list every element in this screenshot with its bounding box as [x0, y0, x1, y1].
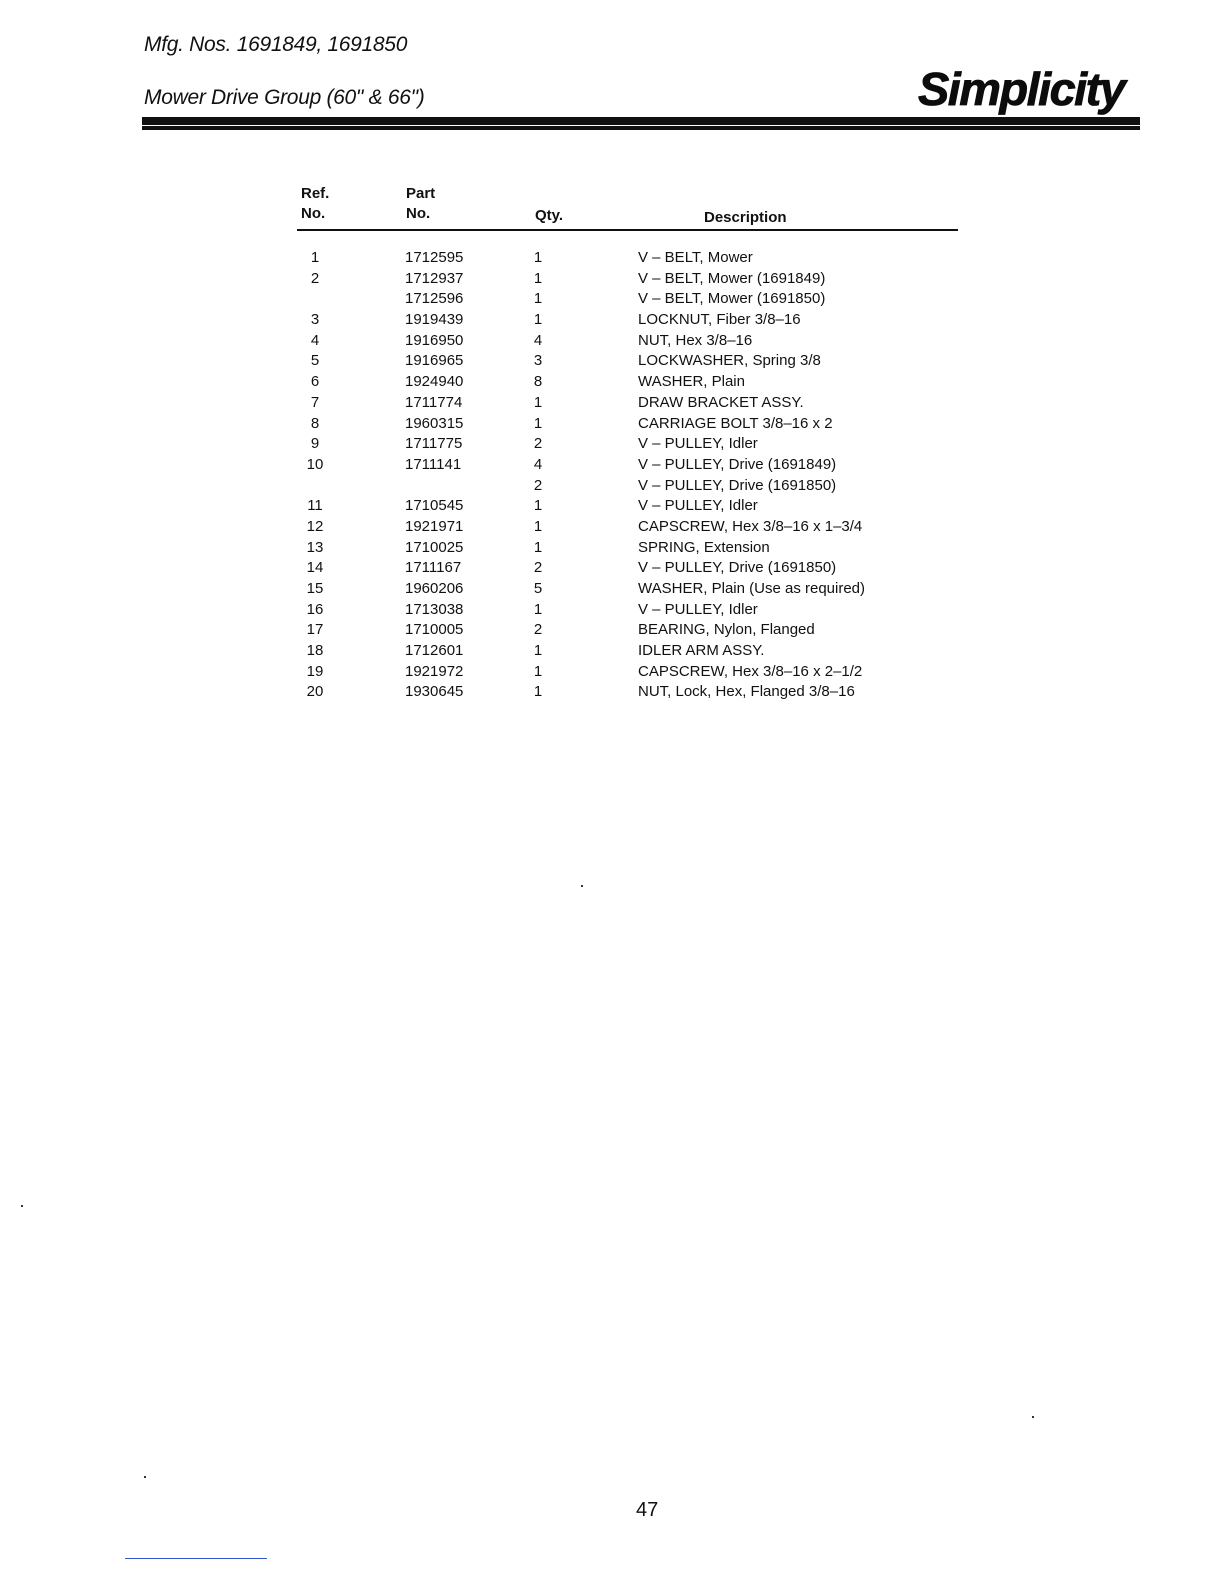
footer-link-underline	[125, 1558, 267, 1559]
ref-cell: 7	[310, 393, 320, 411]
qty-cell: 2	[533, 435, 543, 453]
ref-cell: 3	[310, 311, 320, 329]
description-cell: NUT, Lock, Hex, Flanged 3/8–16	[638, 683, 855, 701]
qty-cell: 4	[533, 331, 543, 349]
part-number-cell: 1712601	[405, 642, 464, 660]
description-header: Description	[704, 209, 787, 226]
ref-cell: 15	[306, 580, 324, 597]
table-row	[0, 641, 1224, 662]
description-cell: LOCKWASHER, Spring 3/8	[638, 352, 821, 370]
table-row	[0, 372, 1224, 393]
qty-cell: 3	[533, 352, 543, 370]
header-rule	[142, 117, 1140, 125]
table-row	[0, 351, 1224, 372]
qty-cell: 1	[533, 249, 543, 266]
description-cell: IDLER ARM ASSY.	[638, 642, 765, 660]
brand-logo: Simplicity	[918, 63, 1125, 115]
part-number-cell: 1710005	[405, 621, 464, 639]
part-header-line2: No.	[406, 205, 431, 222]
table-row	[0, 310, 1224, 331]
scan-speck	[1032, 1416, 1034, 1418]
part-number-cell: 1711774	[405, 393, 463, 411]
ref-cell: 14	[306, 559, 324, 577]
header-rule-secondary	[142, 126, 1140, 130]
description-cell: V – PULLEY, Idler	[638, 600, 758, 618]
qty-cell: 1	[533, 517, 543, 535]
part-number-cell: 1713038	[405, 600, 464, 618]
description-cell: V – BELT, Mower (1691849)	[638, 269, 826, 287]
ref-header-line2: No.	[301, 205, 326, 222]
qty-cell: 1	[533, 600, 543, 618]
part-number-cell: 1960206	[405, 580, 464, 597]
part-number-cell: 1711141	[405, 455, 462, 473]
table-row	[0, 434, 1224, 455]
ref-header-line1: Ref.	[301, 185, 330, 202]
part-number-cell: 1710025	[405, 538, 464, 556]
qty-cell: 8	[533, 373, 543, 391]
table-row	[0, 558, 1224, 579]
description-cell: V – BELT, Mower (1691850)	[638, 290, 826, 308]
description-cell: V – PULLEY, Idler	[638, 497, 758, 515]
part-number-cell: 1930645	[405, 683, 464, 701]
qty-cell: 1	[533, 414, 543, 432]
description-cell: CAPSCREW, Hex 3/8–16 x 1–3/4	[638, 517, 863, 535]
description-cell: LOCKNUT, Fiber 3/8–16	[638, 311, 801, 329]
qty-cell: 1	[533, 538, 543, 556]
table-row	[0, 620, 1224, 641]
parts-table	[0, 248, 1224, 703]
ref-cell: 8	[310, 414, 320, 432]
part-number-cell: 1712937	[405, 269, 464, 287]
part-number-cell: 1916965	[405, 352, 464, 370]
qty-cell: 1	[533, 290, 543, 308]
scan-speck	[581, 885, 583, 887]
qty-cell: 2	[533, 621, 543, 639]
table-row	[0, 579, 1224, 600]
table-row	[0, 538, 1224, 559]
group-title: Mower Drive Group (60" & 66")	[144, 86, 425, 109]
ref-cell: 6	[310, 373, 320, 391]
part-number-cell: 1921972	[405, 662, 464, 680]
ref-cell: 20	[306, 683, 324, 701]
description-cell: DRAW BRACKET ASSY.	[638, 393, 804, 411]
part-number-cell: 1710545	[405, 497, 464, 515]
table-row	[0, 393, 1224, 414]
table-row	[0, 289, 1224, 310]
qty-cell: 1	[533, 269, 543, 287]
table-row	[0, 455, 1224, 476]
ref-cell: 18	[306, 642, 324, 660]
ref-cell: 1	[310, 249, 320, 266]
mfg-numbers: Mfg. Nos. 1691849, 1691850	[144, 33, 408, 56]
table-row	[0, 496, 1224, 517]
table-row	[0, 414, 1224, 435]
ref-cell: 12	[306, 517, 324, 535]
scan-speck	[21, 1205, 23, 1207]
description-cell: WASHER, Plain	[638, 373, 745, 391]
ref-cell: 10	[306, 455, 324, 473]
part-number-cell: 1960315	[405, 414, 464, 432]
part-number-cell: 1712595	[405, 249, 464, 266]
qty-cell: 1	[533, 497, 543, 515]
part-number-cell: 1711167	[405, 559, 462, 577]
description-cell: BEARING, Nylon, Flanged	[638, 621, 815, 639]
qty-cell: 5	[533, 580, 543, 597]
table-row	[0, 682, 1224, 703]
ref-cell: 11	[307, 497, 323, 515]
part-number-cell: 1916950	[405, 331, 464, 349]
page-number: 47	[636, 1499, 659, 1521]
scan-speck	[144, 1476, 146, 1478]
qty-cell: 1	[533, 393, 543, 411]
qty-cell: 1	[533, 311, 543, 329]
description-cell: WASHER, Plain (Use as required)	[638, 580, 866, 597]
qty-header: Qty.	[535, 207, 564, 224]
description-cell: CAPSCREW, Hex 3/8–16 x 2–1/2	[638, 662, 863, 680]
ref-cell: 19	[306, 662, 324, 680]
description-cell: V – PULLEY, Drive (1691849)	[638, 455, 837, 473]
table-row	[0, 331, 1224, 352]
table-row	[0, 248, 1224, 269]
part-number-cell: 1711775	[405, 435, 463, 453]
description-cell: CARRIAGE BOLT 3/8–16 x 2	[638, 414, 833, 432]
part-number-cell: 1919439	[405, 311, 464, 329]
table-row	[0, 600, 1224, 621]
ref-cell: 13	[306, 538, 324, 556]
part-number-cell: 1924940	[405, 373, 464, 391]
qty-cell: 4	[533, 455, 543, 473]
ref-cell: 4	[310, 331, 320, 349]
qty-cell: 1	[533, 683, 543, 701]
ref-cell: 5	[310, 352, 320, 370]
table-row	[0, 476, 1224, 497]
part-number-cell: 1921971	[405, 517, 464, 535]
table-header-rule	[297, 229, 958, 231]
description-cell: V – PULLEY, Drive (1691850)	[638, 476, 837, 494]
ref-cell: 17	[306, 621, 324, 639]
table-row	[0, 662, 1224, 683]
description-cell: V – PULLEY, Drive (1691850)	[638, 559, 837, 577]
table-row	[0, 269, 1224, 290]
description-cell: NUT, Hex 3/8–16	[638, 331, 753, 349]
part-header-line1: Part	[406, 185, 436, 202]
description-cell: V – PULLEY, Idler	[638, 435, 758, 453]
qty-cell: 2	[533, 559, 543, 577]
ref-cell: 2	[310, 269, 320, 287]
qty-cell: 1	[533, 642, 543, 660]
table-row	[0, 517, 1224, 538]
qty-cell: 2	[533, 476, 543, 494]
ref-cell: 16	[306, 600, 324, 618]
ref-cell: 9	[310, 435, 320, 453]
part-number-cell: 1712596	[405, 290, 464, 308]
description-cell: SPRING, Extension	[638, 538, 770, 556]
description-cell: V – BELT, Mower	[638, 249, 753, 266]
qty-cell: 1	[533, 662, 543, 680]
